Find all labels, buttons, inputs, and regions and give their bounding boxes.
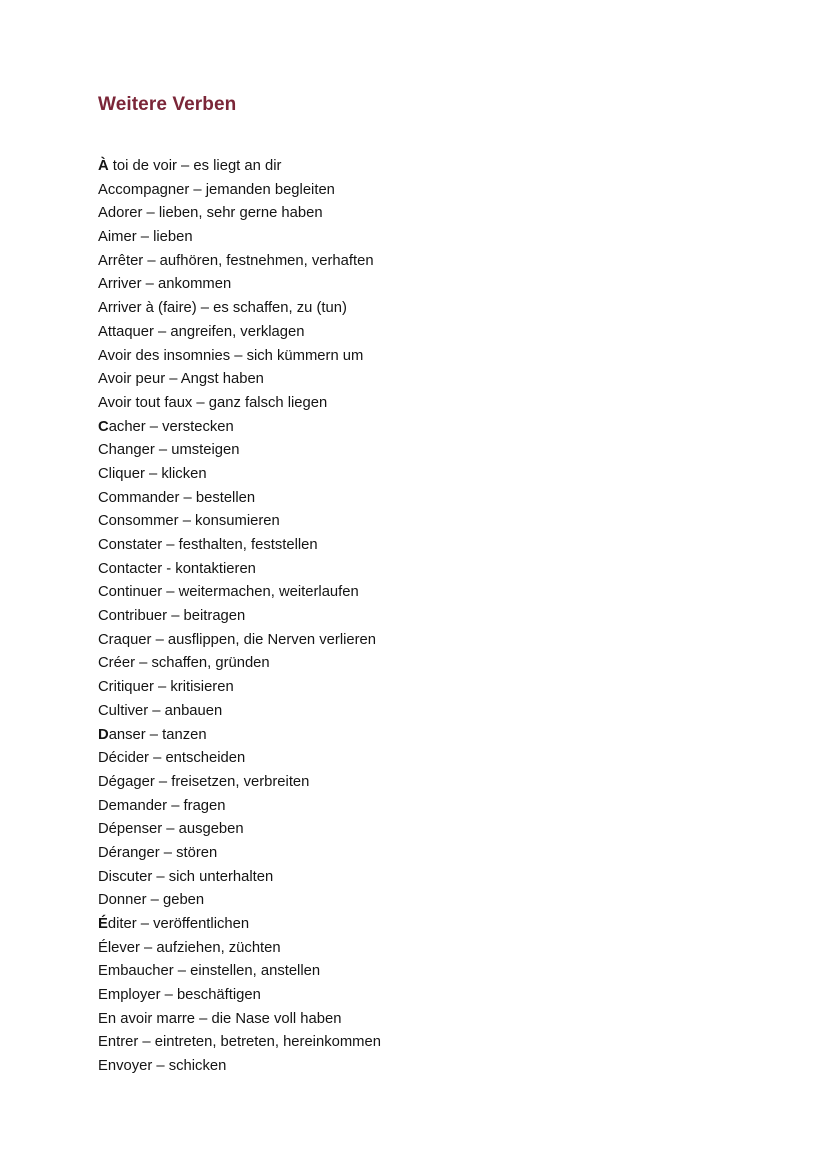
vocab-entry-text: Embaucher – einstellen, anstellen bbox=[98, 963, 321, 980]
section-initial-letter: É bbox=[98, 916, 108, 932]
vocab-entry-text: Dégager – freisetzen, verbreiten bbox=[98, 773, 310, 790]
vocab-entry bbox=[98, 866, 381, 890]
vocab-entry bbox=[98, 700, 381, 724]
vocab-entry bbox=[98, 960, 381, 984]
vocab-entry bbox=[98, 463, 381, 487]
vocab-entry bbox=[98, 273, 381, 297]
vocab-entry-text: toi de voir – es liegt an dir bbox=[108, 158, 282, 174]
vocab-entry-text: Cultiver – anbauen bbox=[98, 702, 223, 719]
vocab-entry-text: Décider – entscheiden bbox=[98, 750, 246, 767]
vocab-entry-text: Craquer – ausflippen, die Nerven verlieren bbox=[98, 631, 377, 648]
vocab-entry-text: diter – veröffentlichen bbox=[107, 916, 250, 932]
vocab-entry bbox=[98, 1008, 381, 1032]
section-initial-letter: À bbox=[98, 158, 109, 174]
vocab-entry-text: Arriver à (faire) – es schaffen, zu (tun) bbox=[98, 300, 347, 317]
vocab-entry bbox=[98, 1031, 381, 1055]
vocab-entry bbox=[98, 795, 381, 819]
vocab-entry-text: acher – verstecken bbox=[108, 418, 234, 435]
vocab-entry-text: En avoir marre – die Nase voll haben bbox=[98, 1010, 342, 1027]
vocab-entry bbox=[98, 345, 381, 369]
vocab-entry bbox=[98, 510, 381, 534]
vocab-entry bbox=[98, 368, 381, 392]
vocab-entry-text: Élever – aufziehen, züchten bbox=[98, 939, 281, 956]
vocab-entry bbox=[98, 629, 381, 653]
vocab-entry bbox=[98, 724, 381, 748]
vocab-entry bbox=[98, 771, 381, 795]
vocabulary-list bbox=[98, 155, 381, 1079]
vocab-entry bbox=[98, 179, 381, 203]
vocab-entry-text: Déranger – stören bbox=[98, 844, 218, 861]
vocab-entry bbox=[98, 250, 381, 274]
vocab-entry-text: Commander – bestellen bbox=[98, 489, 256, 506]
vocab-entry bbox=[98, 937, 381, 961]
vocab-entry-text: Adorer – lieben, sehr gerne haben bbox=[98, 205, 323, 222]
vocab-entry bbox=[98, 226, 381, 250]
vocab-entry-text: Attaquer – angreifen, verklagen bbox=[98, 323, 305, 340]
vocab-entry bbox=[98, 1055, 381, 1079]
vocab-entry-text: Entrer – eintreten, betreten, hereinkommen bbox=[98, 1034, 381, 1051]
vocab-entry-text: Continuer – weitermachen, weiterlaufen bbox=[98, 584, 359, 601]
vocab-entry-text: Constater – festhalten, feststellen bbox=[98, 537, 318, 553]
vocab-entry bbox=[98, 842, 381, 866]
vocab-entry-text: Accompagner – jemanden begleiten bbox=[98, 181, 335, 198]
vocab-entry bbox=[98, 652, 381, 676]
vocab-entry bbox=[98, 416, 381, 440]
vocab-entry-text: Critiquer – kritisieren bbox=[98, 679, 234, 696]
vocab-entry bbox=[98, 534, 381, 558]
vocab-entry bbox=[98, 297, 381, 321]
vocab-entry bbox=[98, 392, 381, 416]
vocab-entry-text: Discuter – sich unterhalten bbox=[98, 868, 274, 885]
vocab-entry bbox=[98, 439, 381, 463]
vocab-entry-text: anser – tanzen bbox=[108, 726, 207, 743]
section-initial-letter: D bbox=[98, 726, 109, 743]
vocab-entry-text: Créer – schaffen, gründen bbox=[98, 655, 270, 672]
vocab-entry-text: Employer – beschäftigen bbox=[98, 987, 261, 1004]
vocab-entry bbox=[98, 889, 381, 913]
section-initial-letter: C bbox=[98, 418, 109, 435]
vocab-entry-text: Donner – geben bbox=[98, 892, 205, 909]
vocab-entry-text: Arrêter – aufhören, festnehmen, verhaften bbox=[98, 252, 374, 269]
vocab-entry bbox=[98, 818, 381, 842]
vocab-entry-text: Changer – umsteigen bbox=[98, 442, 240, 459]
vocab-entry-text: Contacter - kontaktieren bbox=[98, 560, 256, 577]
vocab-entry-text: Contribuer – beitragen bbox=[98, 608, 246, 625]
vocab-entry bbox=[98, 558, 381, 582]
vocab-entry bbox=[98, 747, 381, 771]
vocab-entry-text: Avoir des insomnies – sich kümmern um bbox=[98, 347, 364, 364]
page-title: Weitere Verben bbox=[98, 94, 237, 115]
vocab-entry bbox=[98, 581, 381, 605]
vocab-entry-text: Cliquer – klicken bbox=[98, 465, 207, 482]
vocab-entry-text: Aimer – lieben bbox=[98, 229, 193, 246]
vocab-entry-text: Envoyer – schicken bbox=[98, 1058, 227, 1075]
vocab-entry-text: Avoir tout faux – ganz falsch liegen bbox=[98, 394, 328, 411]
vocab-entry-text: Arriver – ankommen bbox=[98, 276, 232, 293]
vocab-entry bbox=[98, 605, 381, 629]
vocab-entry-text: Demander – fragen bbox=[98, 797, 226, 814]
vocab-entry bbox=[98, 321, 381, 345]
vocab-entry bbox=[98, 487, 381, 511]
vocab-entry bbox=[98, 676, 381, 700]
vocab-entry bbox=[98, 155, 381, 179]
vocab-entry-text: Dépenser – ausgeben bbox=[98, 821, 244, 838]
vocab-entry-text: Avoir peur – Angst haben bbox=[98, 371, 264, 388]
vocab-entry-text: Consommer – konsumieren bbox=[98, 513, 280, 530]
vocab-entry bbox=[98, 202, 381, 226]
vocab-entry bbox=[98, 913, 381, 937]
vocab-entry bbox=[98, 984, 381, 1008]
